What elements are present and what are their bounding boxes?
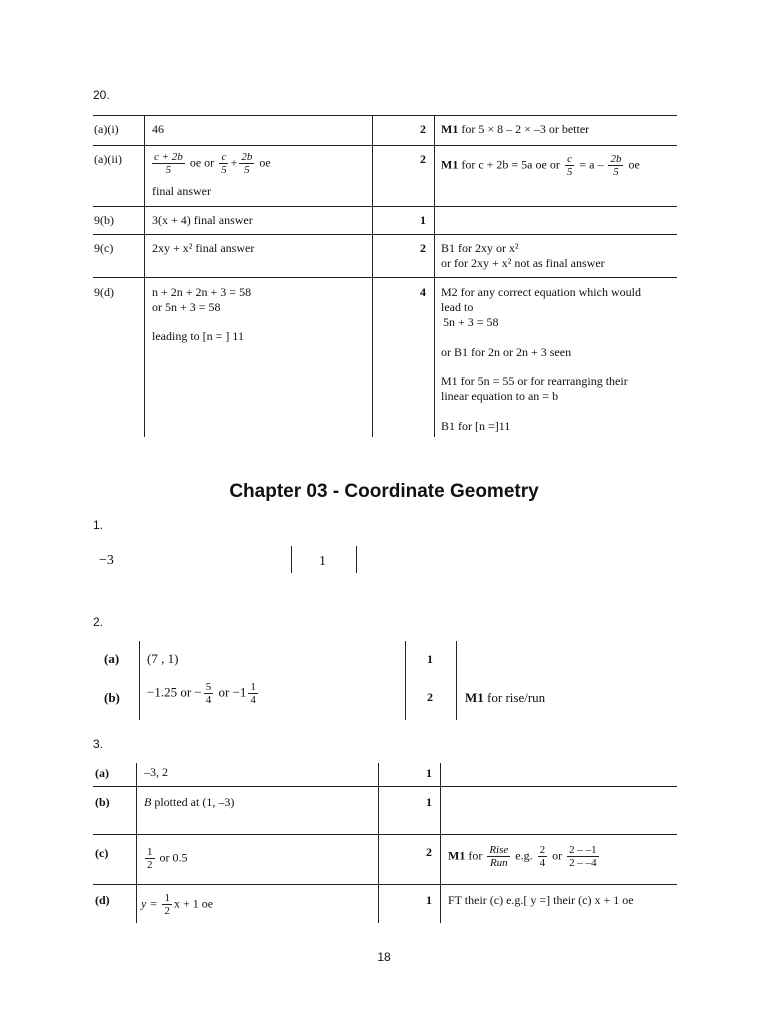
mark-cell: 1 bbox=[426, 766, 432, 780]
notes-cell: M1 for c + 2b = 5a oe or $\frac{c}{5}$ = a – $\frac{2b}{5}$ oe bbox=[441, 153, 640, 178]
table-row-part: 9(d) bbox=[94, 285, 114, 299]
table-row-part: (c) bbox=[95, 846, 109, 860]
question-number: 3. bbox=[93, 737, 104, 751]
notes-cell-line: B1 for [n =]11 bbox=[441, 419, 511, 433]
table-row-part: 9(c) bbox=[94, 241, 114, 255]
question-number: 1. bbox=[93, 518, 104, 532]
table-row-part: (d) bbox=[95, 893, 110, 907]
answer-cell: (7 , 1) bbox=[147, 651, 179, 666]
mark-cell: 1 bbox=[427, 652, 433, 666]
question-number: 20. bbox=[93, 88, 110, 102]
notes-cell-line: M1 for 5n = 55 or for rearranging their bbox=[441, 374, 628, 388]
notes-cell-line: or for 2xy + x² not as final answer bbox=[441, 256, 605, 270]
notes-cell: M1 for rise/run bbox=[465, 690, 546, 705]
notes-cell: B1 for 2xy or x² bbox=[441, 241, 519, 255]
mark-cell: 2 bbox=[420, 241, 426, 255]
mark-cell: 1 bbox=[426, 795, 432, 809]
notes-cell: M2 for any correct equation which would bbox=[441, 285, 641, 299]
table-row-part: (b) bbox=[95, 795, 110, 809]
notes-cell: FT their (c) e.g.[ y =] their (c) x + 1 oe bbox=[448, 893, 634, 907]
answer-cell: 3(x + 4) final answer bbox=[152, 213, 253, 227]
table-row-part: (a)(ii) bbox=[94, 152, 122, 166]
answer-cell: y = $\frac{1}{2}$ x + 1 oe bbox=[141, 892, 214, 917]
mark-cell: 4 bbox=[420, 285, 426, 299]
chapter-heading: Chapter 03 - Coordinate Geometry bbox=[229, 481, 539, 502]
answer-cell: −1.25 or − $\frac{5}{4}$ or −1 $\frac{1}{4}$ bbox=[147, 681, 256, 706]
answer-cell: n + 2n + 2n + 3 = 58 bbox=[152, 285, 252, 299]
notes-cell-line: or B1 for 2n or 2n + 3 seen bbox=[441, 345, 572, 359]
mark-cell: 1 bbox=[426, 893, 432, 907]
answer-cell: $\frac{1}{2}$ or 0.5 bbox=[147, 846, 188, 871]
table-row-part: (b) bbox=[104, 690, 120, 705]
mark-cell: 2 bbox=[427, 690, 433, 704]
notes-cell-line: linear equation to an = b bbox=[441, 389, 559, 403]
notes-cell: M1 for $\frac{\text{Rise}}{\text{Run}}$ e.g. $\frac{2}{4}$ or $\frac{2 - -1}{2 - -4}$ bbox=[448, 844, 597, 869]
answer-cell-line: leading to [n = ] 11 bbox=[152, 329, 244, 343]
answer-cell: −3 bbox=[99, 553, 114, 568]
answer-cell: $\frac{c + 2b}{5}$ oe or $\frac{c}{5}$ + $\frac{2b}{5}$ oe bbox=[154, 151, 271, 176]
mark-cell: 2 bbox=[426, 845, 432, 859]
mark-cell: 2 bbox=[420, 152, 426, 166]
answer-cell: –3, 2 bbox=[144, 765, 168, 779]
table-row-part: (a) bbox=[104, 651, 120, 666]
notes-cell: M1 for 5 × 8 – 2 × –3 or better bbox=[441, 122, 590, 136]
answer-cell: B plotted at (1, –3) bbox=[144, 795, 235, 809]
table-row-part: 9(b) bbox=[94, 213, 114, 227]
table-row-part: (a)(i) bbox=[94, 122, 119, 136]
notes-cell-line: lead to bbox=[441, 300, 474, 314]
mark-cell: 1 bbox=[420, 213, 426, 227]
page-number: 18 bbox=[377, 950, 391, 964]
answer-cell: 2xy + x² final answer bbox=[152, 241, 255, 255]
notes-cell-line: 5n + 3 = 58 bbox=[443, 315, 499, 329]
mark-cell: 2 bbox=[420, 122, 426, 136]
question-number: 2. bbox=[93, 615, 104, 629]
table-row-part: (a) bbox=[95, 766, 109, 780]
mark-cell: 1 bbox=[319, 554, 326, 569]
answer-cell-line: or 5n + 3 = 58 bbox=[152, 300, 221, 314]
answer-cell-line: final answer bbox=[152, 184, 211, 198]
answer-cell: 46 bbox=[152, 122, 164, 136]
